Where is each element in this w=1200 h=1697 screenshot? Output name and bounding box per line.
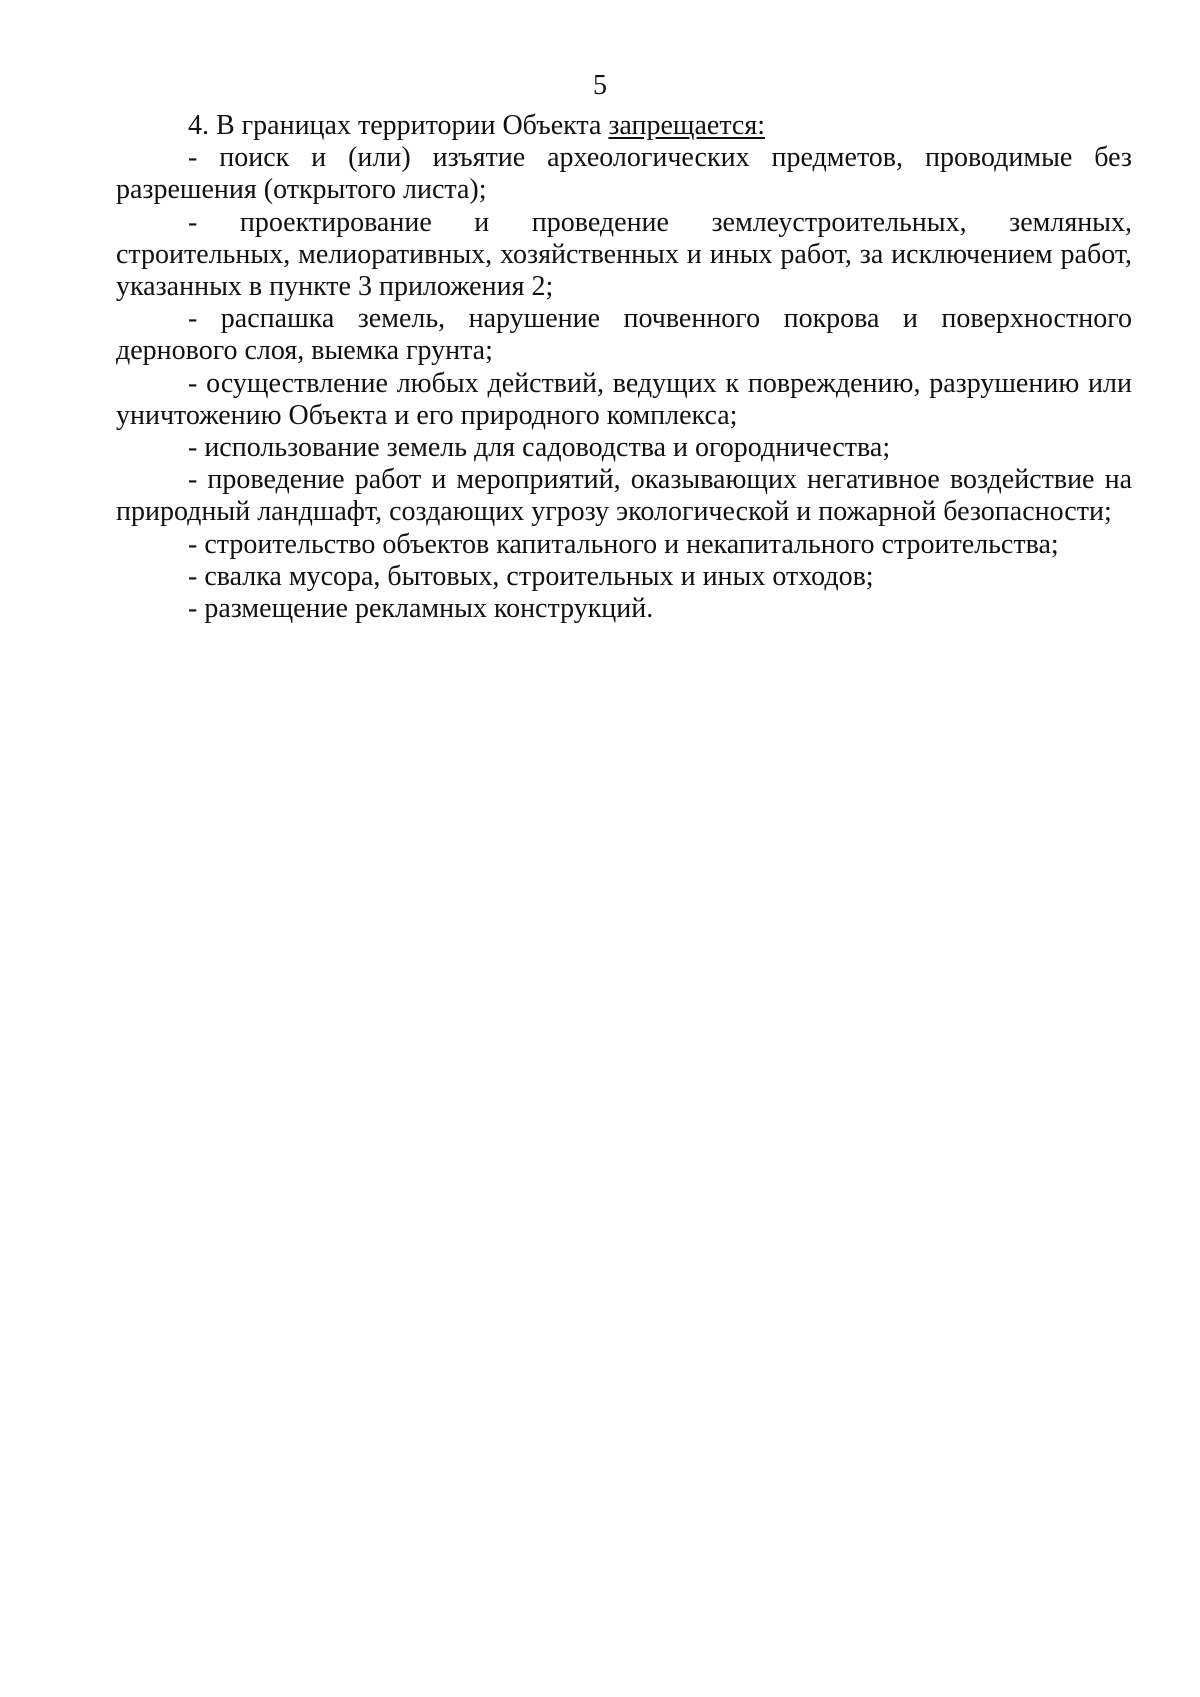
prohibition-item: - проведение работ и мероприятий, оказывающих негативное воздействие на природный ландшафт, создающих угрозу экологической и пожарной безопасности; (116, 464, 1132, 528)
section-intro-emphasis: запрещается: (608, 110, 765, 141)
prohibition-item: - проектирование и проведение землеустроительных, земляных, строительных, мелиоративных, хозяйственных и иных работ, за исключением работ, указанных в пункте 3 приложения 2; (116, 206, 1132, 303)
prohibition-item: - строительство объектов капитального и некапитального строительства; (188, 528, 1059, 560)
prohibition-item: - осуществление любых действий, ведущих к повреждению, разрушению или уничтожению Объекта и его природного комплекса; (116, 367, 1132, 431)
page-number: 5 (593, 70, 607, 101)
prohibition-item: - поиск и (или) изъятие археологических предметов, проводимые без разрешения (открытого листа); (116, 142, 1132, 206)
document-body (116, 110, 1132, 625)
prohibition-item: - использование земель для садоводства и огородничества; (188, 432, 891, 464)
section-intro-text: 4. В границах территории Объекта (188, 110, 609, 141)
prohibition-item: - свалка мусора, бытовых, строительных и иных отходов; (188, 560, 874, 592)
section-intro (116, 110, 1132, 142)
prohibition-item: - распашка земель, нарушение почвенного покрова и поверхностного дернового слоя, выемка грунта; (116, 303, 1132, 367)
prohibition-item: - размещение рекламных конструкций. (188, 593, 654, 625)
